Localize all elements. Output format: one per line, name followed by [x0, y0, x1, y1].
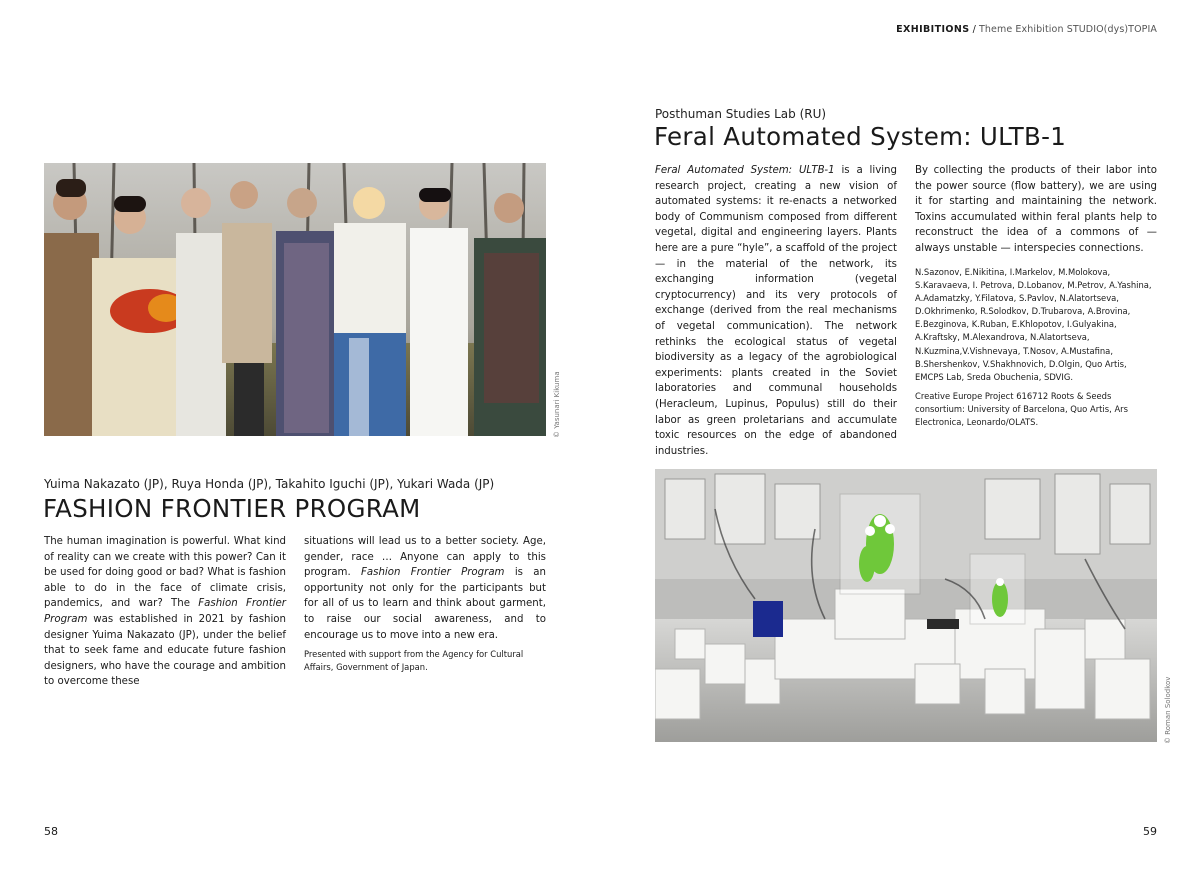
header-section: EXHIBITIONS	[896, 24, 970, 35]
ultb-title: Feral Automated System: ULTB-1	[654, 122, 1067, 151]
ultb-body-col1	[655, 163, 897, 459]
ultb-photo-graphic	[655, 469, 1157, 742]
ultb-body-col2: By collecting the products of their labor into the power source (flow battery), we are using it for starting and maintaining the network. Toxins accumulated within feral plants help to reconstruct the idea of a commons of — always unstable — interspecies connections.	[915, 165, 1157, 254]
fashion-body-col1-start: The human imagination is powerful. What kind of reality can we create with this power? Can it be used for doing good or bad? What is fashion able to do in the face of climate crisis, pandemics, and war? The	[44, 536, 286, 610]
ultb-body-col1-italic: Feral Automated System: ULTB-1	[655, 165, 835, 176]
fashion-body-col1	[44, 534, 286, 690]
fashion-title: FASHION FRONTIER PROGRAM	[43, 494, 421, 523]
header-subsection: Theme Exhibition STUDIO(dys)TOPIA	[979, 24, 1157, 35]
ultb-funding: Creative Europe Project 616712 Roots & Seeds consortium: University of Barcelona, Quo Artis, Ars Electronica, Leonardo/OLATS.	[915, 391, 1128, 428]
fashion-photo-graphic	[44, 163, 546, 436]
fashion-photo	[44, 163, 546, 436]
fashion-photo-credit: © Yasunari Kikuma	[553, 371, 561, 438]
fashion-support-note: Presented with support from the Agency for Cultural Affairs, Government of Japan.	[304, 649, 524, 673]
running-header	[896, 24, 1157, 35]
fashion-body-col2-italic: Fashion Frontier Program	[361, 567, 505, 579]
ultb-photo	[655, 469, 1157, 742]
fashion-body-col2-start: situations will lead us to a better society. Age, gender, race … Anyone can apply to this program.	[304, 536, 546, 579]
fashion-body-col2	[304, 534, 546, 643]
ultb-photo-credit: © Roman Solodkov	[1164, 676, 1172, 744]
page-number-right: 59	[1143, 825, 1157, 838]
header-separator: /	[972, 24, 976, 35]
ultb-credits: N.Sazonov, E.Nikitina, I.Markelov, M.Molokova, S.Karavaeva, I. Petrova, D.Lobanov, M.Petrov, A.Yashina, A.Adamatzky, Y.Filatova, S.Pavlov, N.Alatortseva, D.Okhrimenko, R.Solodkov, D.Trubarova, A.Brovina, E.Bezginova, K.Ruban, E.Khlopotov, I.Gulyakina, A.Kraftsky, M.Alexandrova, N.Alatortseva, N.Kuzmina,V.Vishnevaya, T.Nosov, A.Mustafina, B.Shershenkov, V.Shakhnovich, D.Olgin, Quo Artis, EMCPS Lab, Sreda Obuchenia, SDVIG.	[915, 267, 1152, 382]
ultb-artists: Posthuman Studies Lab (RU)	[655, 107, 827, 121]
page-number-left: 58	[44, 825, 58, 838]
fashion-artists: Yuima Nakazato (JP), Ruya Honda (JP), Takahito Iguchi (JP), Yukari Wada (JP)	[44, 477, 495, 491]
fashion-body-col2-end: is an opportunity not only for the participants but for all of us to learn and think about garment, to raise our social awareness, and to encourage us to move into a new era.	[304, 567, 546, 641]
fashion-body-col1-end: was established in 2021 by fashion designer Yuima Nakazato (JP), under the belief that to seek fame and educate future fashion designers, who have the courage and ambition to overcome these	[44, 613, 286, 688]
ultb-body-col1-text: is a living research project, creating a new vision of automated systems: it re-enacts a networked body of Communism composed from different vegetal, digital and engineering layers. Plants here are a pure “hyle”, a scaffold of the project — in the material of the network, its exchanging information (vegetal cryptocurrency) and its very protocols of exchange (derived from the real mechanisms of vegetal communication). The network rethinks the ecological status of vegetal biodiversity as a legacy of the agrobiological experiments: plants created in the Soviet laboratories and communal households (Heracleum, Lupinus, Populus) still do their labor as green proletarians and accumulate toxic resources on the edge of abandoned industries.	[655, 165, 897, 457]
fashion-body-col1-italic: Fashion Frontier Program	[44, 598, 286, 625]
